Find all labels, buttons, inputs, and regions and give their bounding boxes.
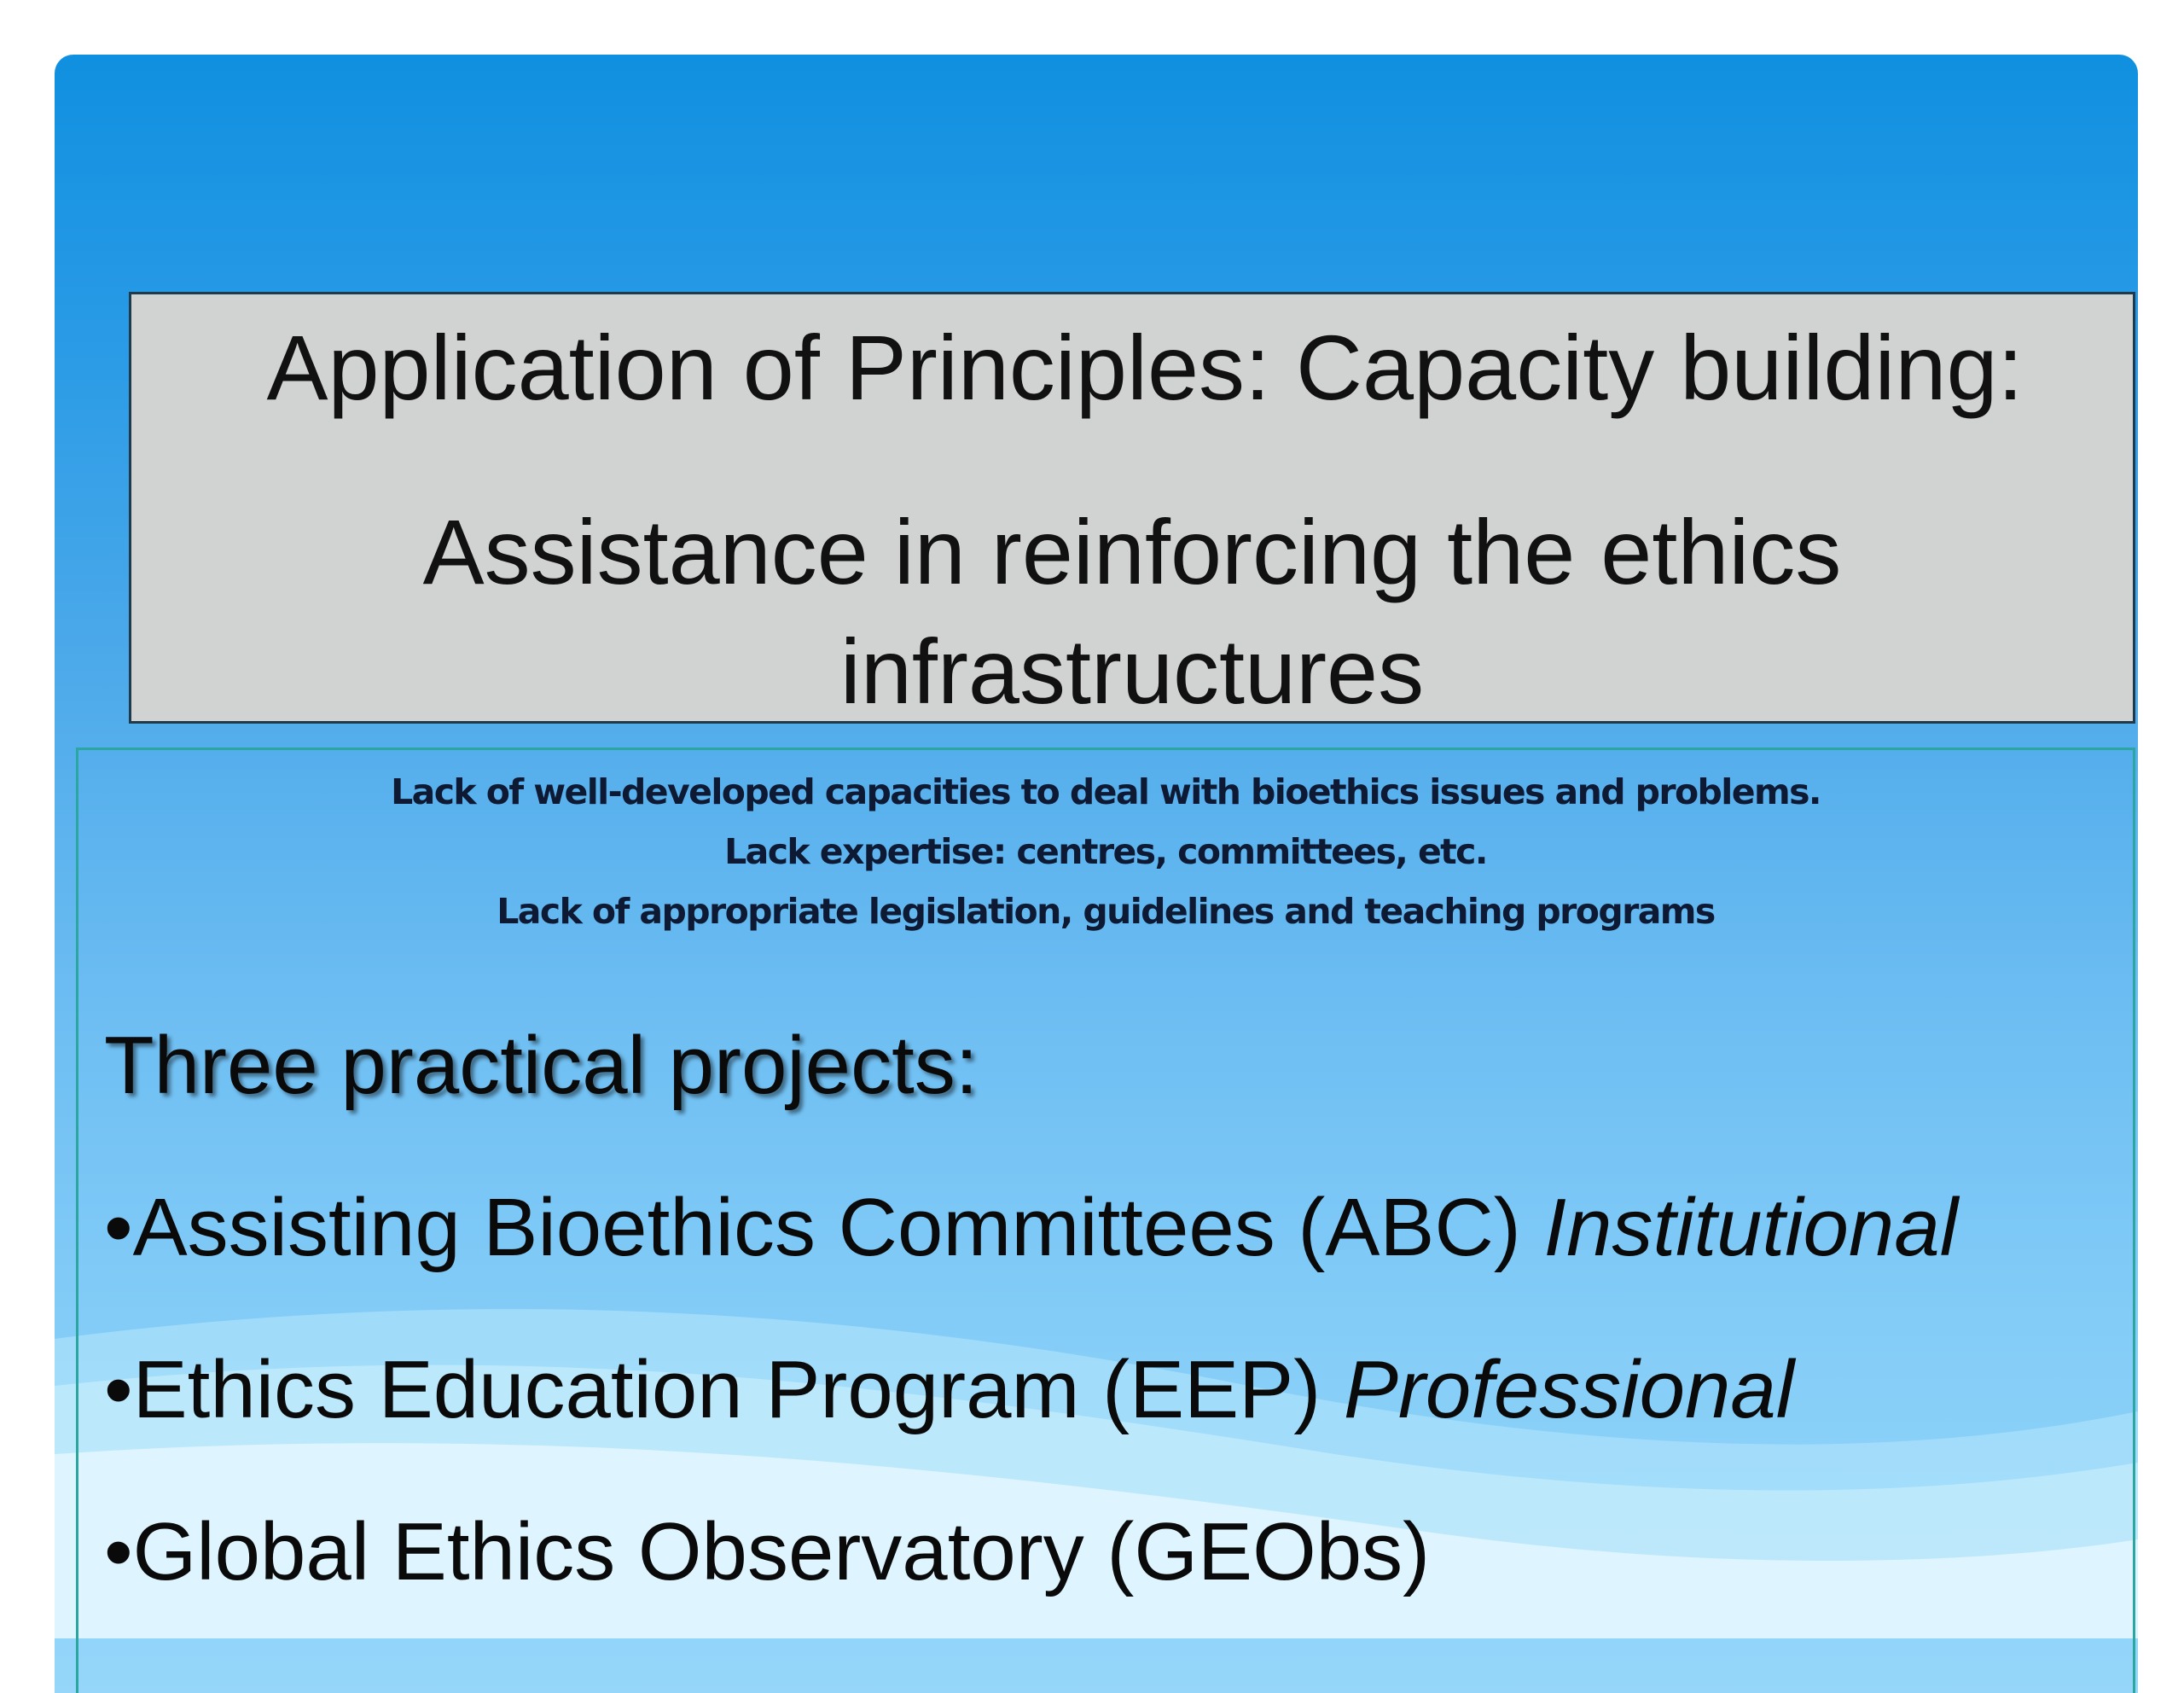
lack-item: Lack expertise: centres, committees, etc. <box>724 831 1487 872</box>
slide <box>55 55 2138 1693</box>
project-item-geobs <box>104 1501 1430 1603</box>
slide-subtitle-line2: infrastructures <box>839 620 1425 723</box>
projects-heading: Three practical projects: <box>104 1020 979 1111</box>
slide-subtitle-line1: Assistance in reinforcing the ethics <box>422 500 1842 603</box>
lack-item: Lack of appropriate legislation, guidelines and teaching programs <box>497 891 1715 932</box>
project-name: •Ethics Education Program (EEP) <box>104 1344 1344 1435</box>
project-tag: Professional <box>1343 1344 1795 1435</box>
content-box <box>76 748 2135 1693</box>
slide-title: Application of Principles: Capacity building: <box>266 316 2024 419</box>
project-tag: Institutional <box>1543 1182 1959 1273</box>
project-item-abc <box>104 1177 1958 1279</box>
lack-item: Lack of well-developed capacities to deal with bioethics issues and problems. <box>391 771 1821 812</box>
project-item-eep <box>104 1339 1794 1441</box>
project-name: •Global Ethics Observatory (GEObs) <box>104 1506 1431 1597</box>
slide-subtitle <box>131 492 2133 731</box>
lack-list <box>78 762 2133 941</box>
title-box <box>129 292 2135 724</box>
project-name: •Assisting Bioethics Committees (ABC) <box>104 1182 1544 1273</box>
